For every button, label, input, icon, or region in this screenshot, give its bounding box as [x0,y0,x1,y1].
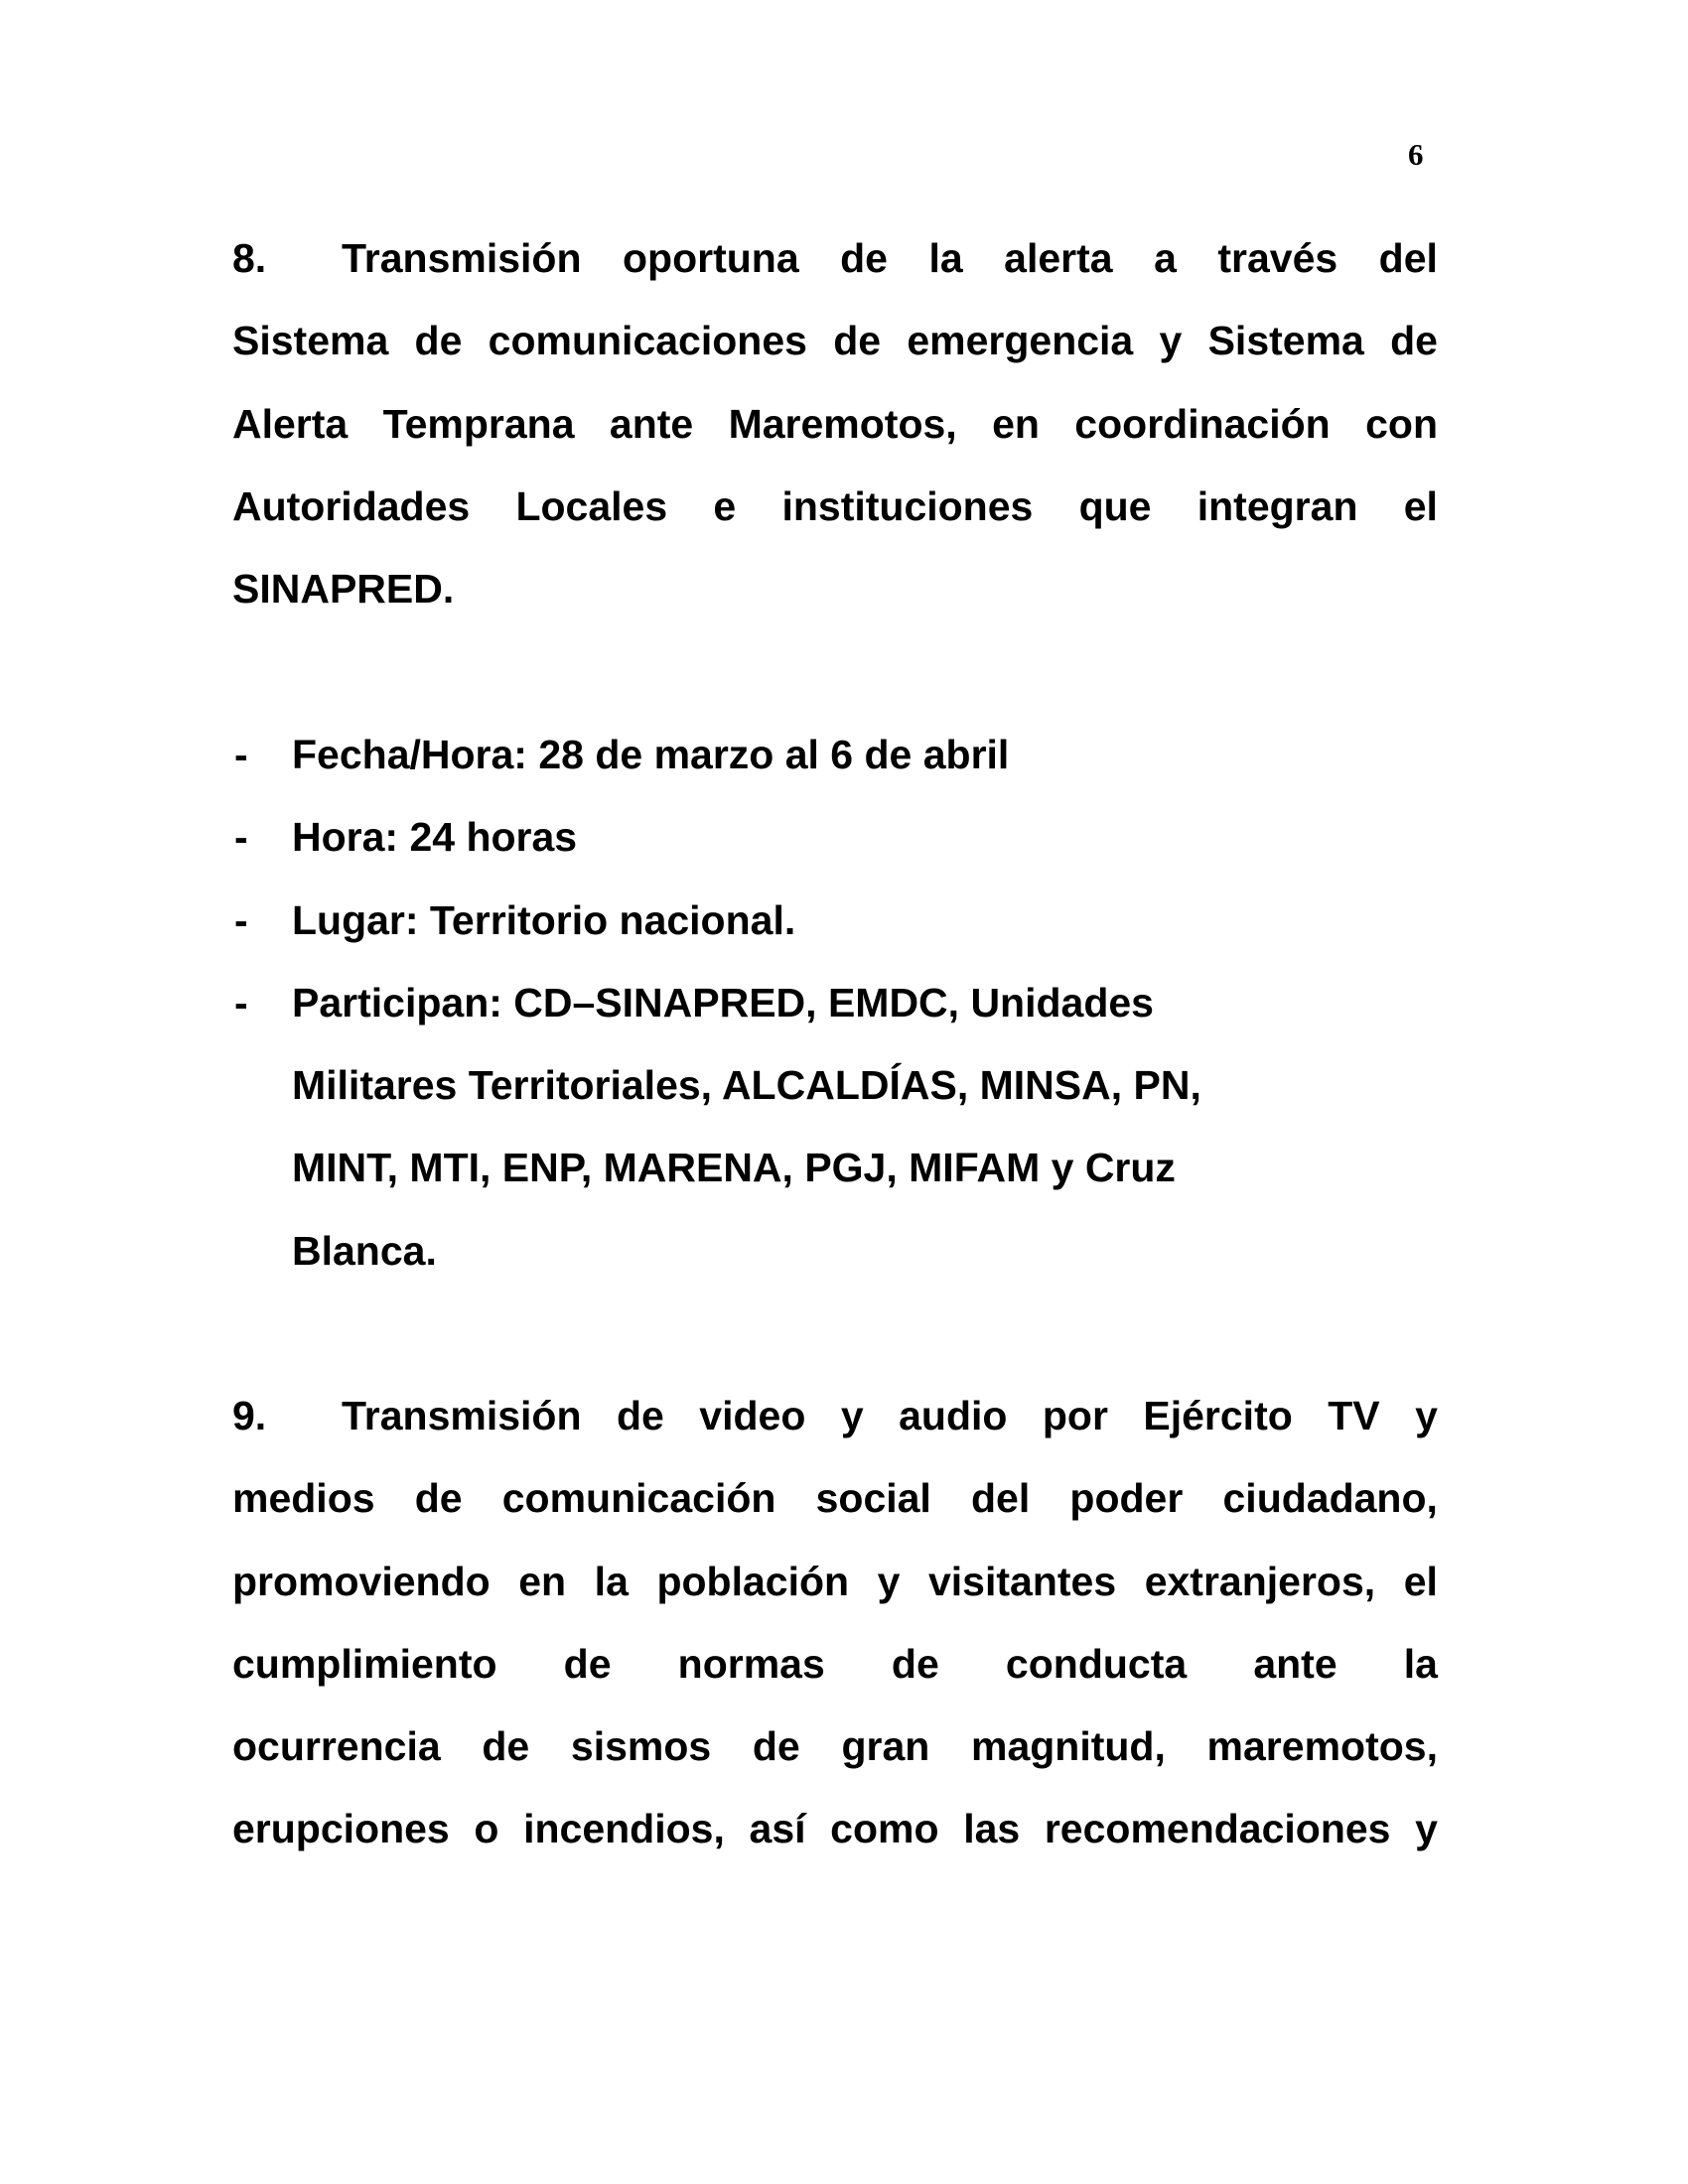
bullet-dash: - [234,732,248,777]
section-9-line-1-text [342,1375,1438,1457]
word: visitantes [927,1558,1117,1604]
word: TV [1328,1393,1380,1438]
section-8-line-2 [232,300,1438,382]
word: de [891,1640,939,1687]
word: y [840,1393,864,1438]
section-8-line-1-text [342,217,1438,300]
word: Sistema [232,318,389,364]
word: y [1415,1806,1438,1852]
section-9-line-6 [232,1788,1438,1870]
bullet-dash: - [234,896,248,943]
word: cumplimiento [232,1640,497,1687]
section-9-line-3 [232,1541,1438,1623]
section-8-line-5: SINAPRED. [232,566,455,613]
word: Temprana [382,400,575,447]
word: alerta [1004,235,1113,281]
word: emergencia [907,318,1134,364]
detail-participan [232,962,1438,1293]
word: la [928,235,963,281]
word: incendios, [523,1806,725,1852]
word: maremotos, [1206,1723,1438,1770]
word: las [963,1806,1021,1852]
word: la [594,1558,629,1604]
word: integran [1196,482,1358,529]
word: coordinación [1074,400,1331,447]
section-9-line-4 [232,1623,1438,1706]
word: conducta [1005,1640,1188,1687]
word: y [1159,318,1183,364]
detail-list [232,714,1438,1293]
word: a [1154,235,1177,281]
word: de [833,318,882,364]
section-8-line-3 [232,383,1438,466]
word: ante [609,400,694,447]
word: Sistema [1207,318,1364,364]
word: del [971,1475,1031,1522]
section-9 [232,1375,1438,1871]
word: medios [232,1475,375,1522]
bullet-dash: - [234,814,248,861]
word: extranjeros, [1144,1558,1376,1604]
word: de [482,1723,530,1770]
word: que [1078,482,1152,529]
word: comunicaciones [488,318,807,364]
detail-text: Participan: CD–SINAPRED, EMDC, Unidades [292,979,1154,1025]
word: de [1390,318,1438,364]
word: gran [841,1723,930,1770]
page-number: 6 [1408,137,1424,172]
word: de [840,235,888,281]
detail-text: MINT, MTI, ENP, MARENA, PGJ, MIFAM y Cruz [292,1145,1176,1191]
word: poder [1069,1475,1184,1522]
word: video [699,1393,806,1438]
word: de [616,1393,664,1438]
word: Autoridades [232,482,471,529]
word: normas [677,1640,825,1687]
section-8-line-4 [232,466,1438,548]
section-9-line-2 [232,1457,1438,1540]
section-8-line-1 [232,217,1438,300]
word: en [518,1558,567,1604]
word: el [1403,482,1438,529]
word: erupciones [232,1806,450,1852]
word: de [563,1640,612,1687]
word: por [1042,1393,1108,1438]
word: y [1415,1393,1438,1438]
word: como [830,1806,939,1852]
section-8 [232,217,1438,630]
detail-lugar [232,880,1438,962]
word: Locales [515,482,668,529]
word: en [992,400,1040,447]
word: social [815,1475,931,1522]
detail-hora [232,796,1438,879]
word: ciudadano, [1222,1475,1438,1522]
word: Transmisión [342,1393,582,1438]
detail-text: Militares Territoriales, ALCALDÍAS, MINSA, PN, [292,1062,1201,1109]
detail-text: Hora: 24 horas [292,814,578,861]
bullet-dash: - [234,979,248,1025]
word: Alerta [232,400,349,447]
word: Ejército [1143,1393,1293,1438]
word: de [752,1723,800,1770]
section-9-line-5 [232,1706,1438,1788]
word: así [749,1806,806,1852]
word: Maremotos, [728,400,957,447]
word: del [1378,235,1438,281]
word: o [474,1806,499,1852]
word: e [713,482,737,529]
word: comunicación [501,1475,776,1522]
detail-text: Blanca. [292,1227,437,1274]
word: oportuna [623,235,799,281]
word: la [1403,1640,1438,1687]
word: población [656,1558,850,1604]
word: con [1365,400,1438,447]
detail-fecha [232,714,1438,796]
word: Transmisión [342,235,582,281]
word: y [877,1558,901,1604]
word: audio [899,1393,1008,1438]
detail-text: Lugar: Territorio nacional. [292,896,796,943]
section-9-line-1 [232,1375,1438,1457]
word: instituciones [781,482,1034,529]
word: magnitud, [970,1723,1166,1770]
word: ocurrencia [232,1723,441,1770]
word: el [1403,1558,1438,1604]
word: recomendaciones [1044,1806,1391,1852]
section-8-details [232,714,1438,1293]
word: ante [1253,1640,1337,1687]
section-number: 9. [232,1393,267,1438]
section-number: 8. [232,235,267,281]
detail-text: Fecha/Hora: 28 de marzo al 6 de abril [292,732,1010,777]
word: sismos [570,1723,712,1770]
word: de [414,1475,463,1522]
word: de [414,318,463,364]
word: través [1217,235,1338,281]
word: promoviendo [232,1558,491,1604]
